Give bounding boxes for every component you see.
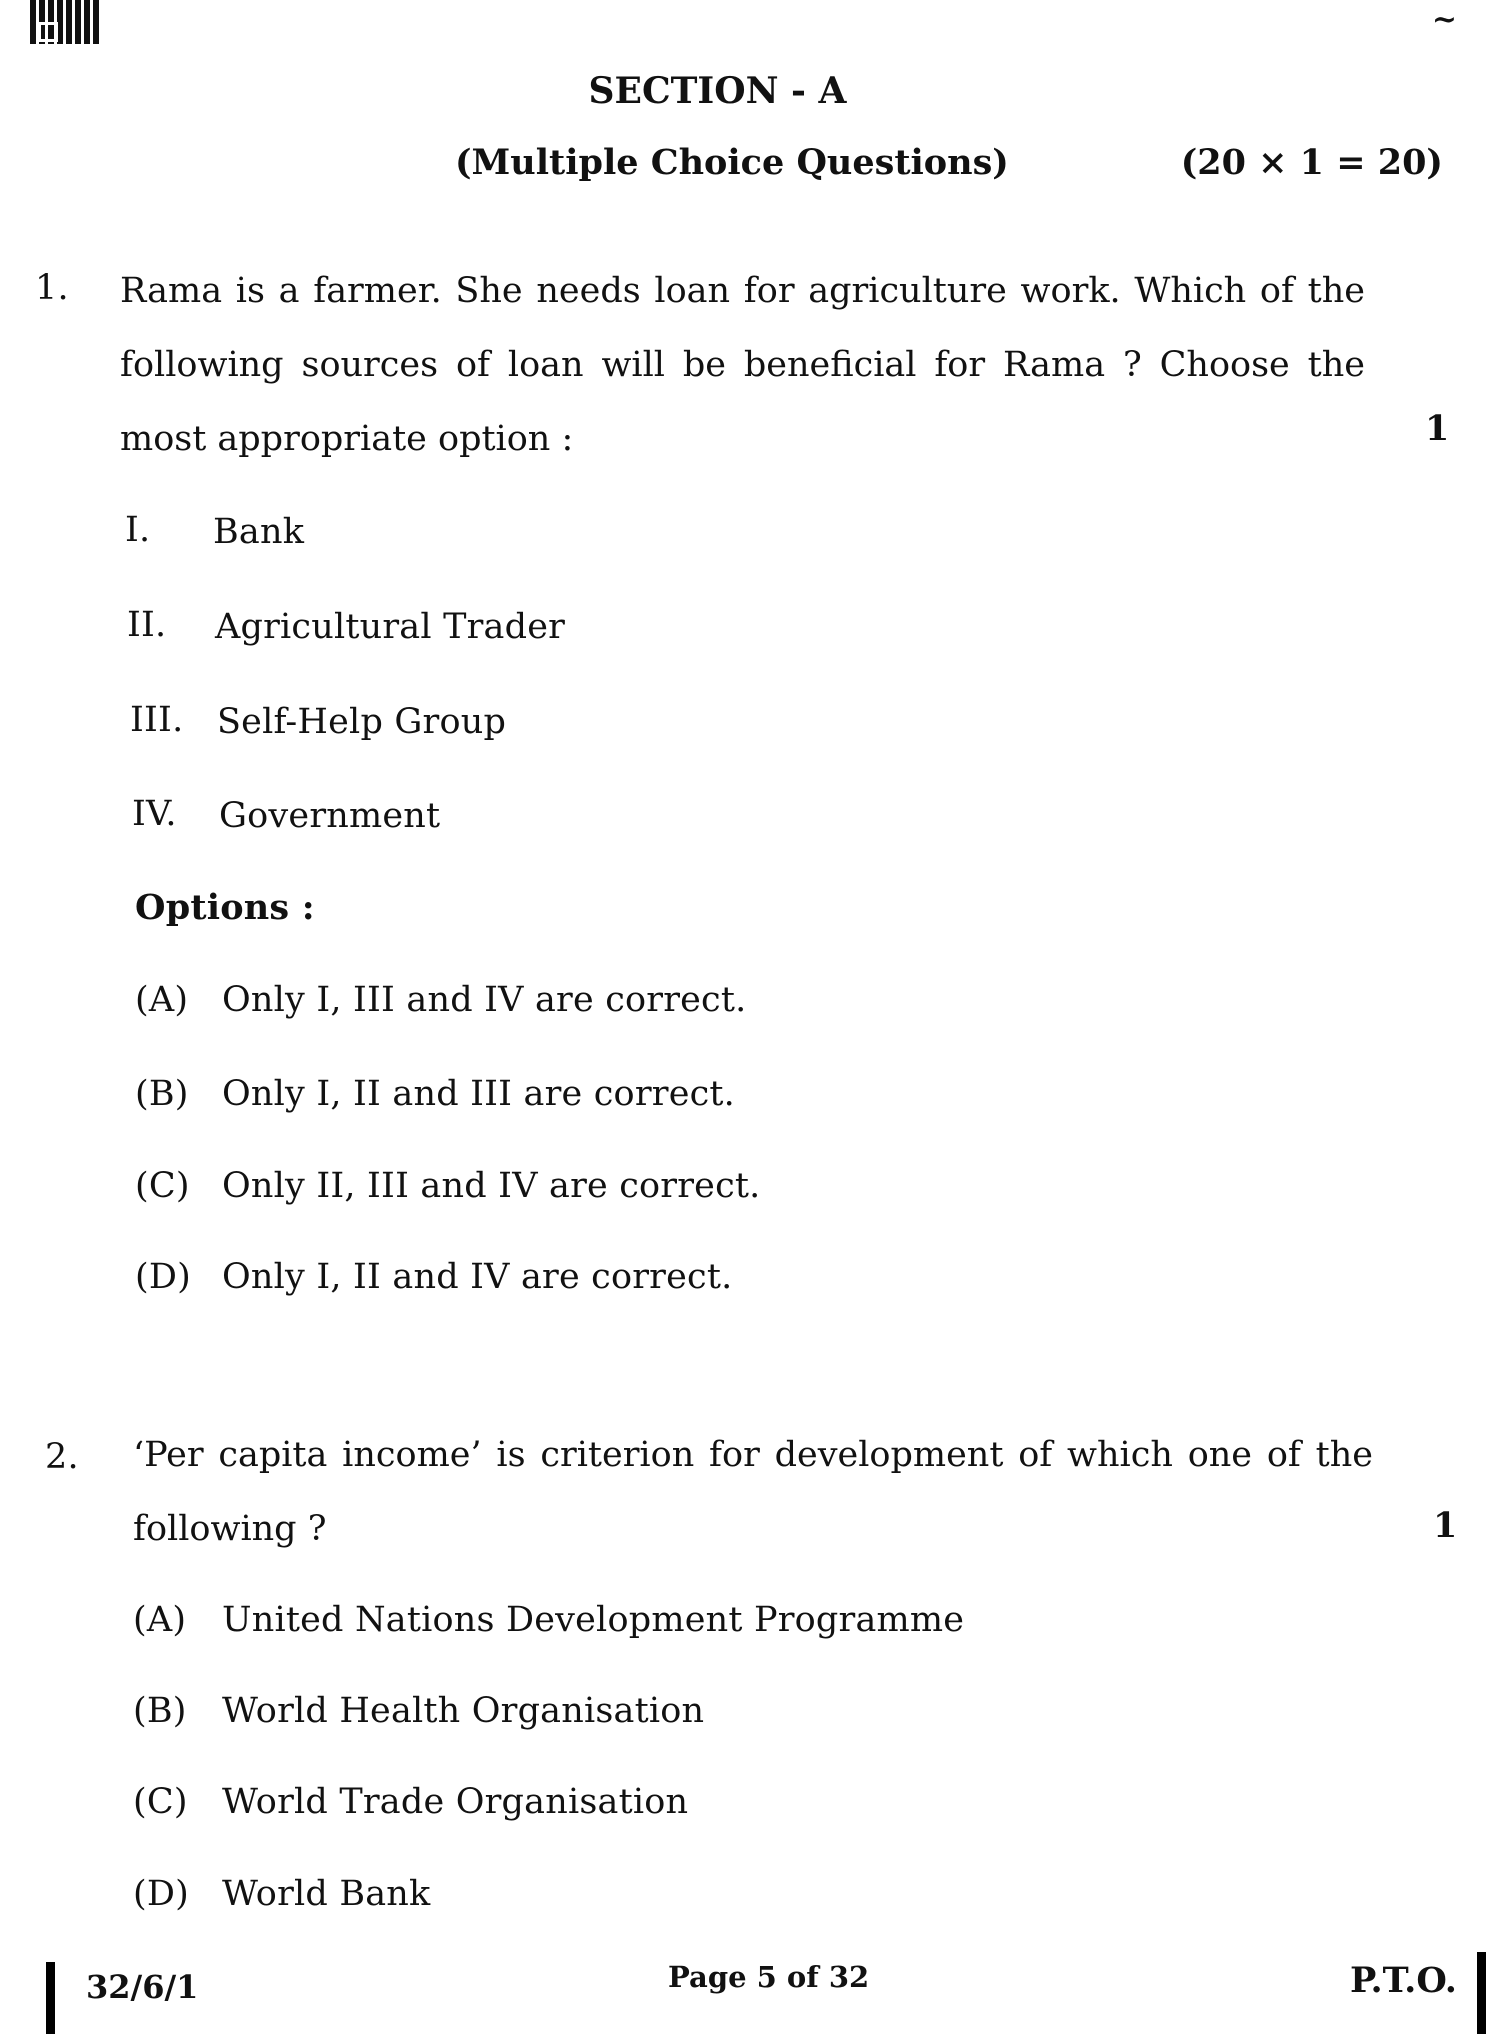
question-marks: 1 [1425, 408, 1450, 449]
question-number: 2. [45, 1437, 79, 1477]
option-label: (A) [133, 1600, 187, 1640]
option-label: (D) [133, 1874, 189, 1914]
question-number: 1. [35, 268, 69, 308]
marks-total: (20 × 1 = 20) [1180, 142, 1443, 183]
option-text: World Trade Organisation [222, 1782, 689, 1822]
question-marks: 1 [1433, 1505, 1458, 1546]
item-text: Agricultural Trader [215, 607, 566, 647]
question-text: ‘Per capita income’ is criterion for development of which one of the following ? [133, 1435, 1373, 1549]
question-text: Rama is a farmer. She needs loan for agriculture work. Which of the following sources of loan will be beneficial for Rama ? Choose the most appropriate option : [120, 271, 1365, 459]
option-text: Only I, II and IV are correct. [222, 1257, 733, 1297]
corner-mark: ~ [1431, 2, 1457, 37]
item-numeral: IV. [132, 794, 177, 834]
qr-code [30, 0, 102, 44]
item-text: Government [219, 796, 441, 836]
option-label: (B) [135, 1074, 189, 1114]
option-label: (C) [135, 1166, 190, 1206]
footer-left-bar [46, 1962, 55, 2034]
options-heading: Options : [135, 887, 315, 928]
pto-label: P.T.O. [1349, 1960, 1457, 2001]
item-numeral: III. [130, 700, 184, 740]
item-text: Self-Help Group [217, 702, 507, 742]
option-text: United Nations Development Programme [222, 1600, 965, 1640]
section-title: SECTION - A [588, 70, 847, 112]
item-numeral: II. [127, 605, 167, 645]
option-label: (A) [135, 980, 189, 1020]
item-numeral: I. [125, 510, 151, 550]
option-text: Only I, II and III are correct. [222, 1074, 735, 1114]
section-subtitle: (Multiple Choice Questions) [455, 142, 1009, 183]
paper-code: 32/6/1 [86, 1968, 199, 2006]
option-text: World Health Organisation [222, 1691, 705, 1731]
option-label: (D) [135, 1257, 191, 1297]
option-text: World Bank [222, 1874, 431, 1914]
page-number: Page 5 of 32 [668, 1960, 870, 1994]
option-label: (C) [133, 1782, 188, 1822]
footer-right-bar [1477, 1952, 1486, 2034]
option-text: Only II, III and IV are correct. [222, 1166, 761, 1206]
option-text: Only I, III and IV are correct. [222, 980, 747, 1020]
option-label: (B) [133, 1691, 187, 1731]
item-text: Bank [213, 512, 305, 552]
